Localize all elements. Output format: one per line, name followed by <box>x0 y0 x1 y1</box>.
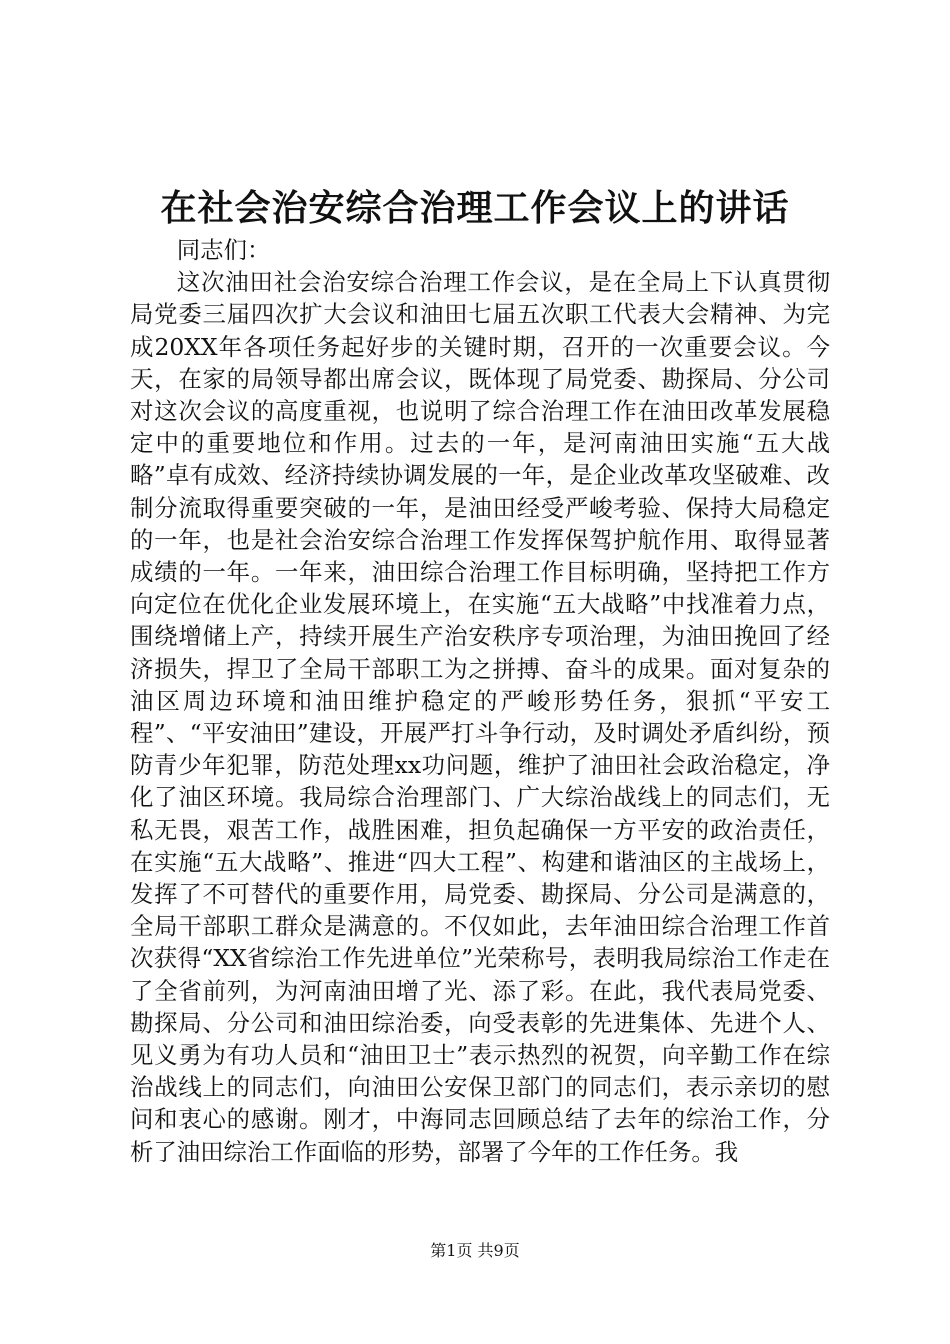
document-title: 在社会治安综合治理工作会议上的讲话 <box>160 187 790 229</box>
salutation: 同志们： <box>176 236 271 264</box>
paragraph: 这次油田社会治安综合治理工作会议，是在全局上下认真贯彻局党委三届四次扩大会议和油田七届五次职工代表大会精神、为完成20XX年各项任务起好步的关键时期，召开的一次重要会议。今天，在家的局领导都出席会议，既体现了局党委、勘探局、分公司对这次会议的高度重视，也说明了综合治理工作在油田改革发展稳定中的重要地位和作用。过去的一年，是河南油田实施“五大战略”卓有成效、经济持续协调发展的一年，是企业改革攻坚破难、改制分流取得重要突破的一年，是油田经受严峻考验、保持大局稳定的一年，也是社会治安综合治理工作发挥保驾护航作用、取得显著成绩的一年。一年来，油田综合治理工作目标明确，坚持把工作方向定位在优化企业发展环境上，在实施“五大战略”中找准着力点，围绕增储上产，持续开展生产治安秩序专项治理，为油田挽回了经济损失，捍卫了全局干部职工为之拼搏、奋斗的成果。面对复杂的油区周边环境和油田维护稳定的严峻形势任务，狠抓“平安工程”、“平安油田”建设，开展严打斗争行动，及时调处矛盾纠纷，预防青少年犯罪，防范处理xx功问题，维护了油田社会政治稳定，净化了油区环境。我局综合治理部门、广大综治战线上的同志们，无私无畏，艰苦工作，战胜困难，担负起确保一方平安的政治责任，在实施“五大战略”、推进“四大工程”、构建和谐油区的主战场上，发挥了不可替代的重要作用，局党委、勘探局、分公司是满意的，全局干部职工群众是满意的。不仅如此，去年油田综合治理工作首次获得“XX省综治工作先进单位”光荣称号，表明我局综治工作走在了全省前列，为河南油田增了光、添了彩。在此，我代表局党委、勘探局、分公司和油田综治委，向受表彰的先进集体、先进个人、见义勇为有功人员和“油田卫士”表示热烈的祝贺，向辛勤工作在综治战线上的同志们，向油田公安保卫部门的同志们，表示亲切的慰问和衷心的感谢。刚才，中海同志回顾总结了去年的综治工作，分析了油田综治工作面临的形势，部署了今年的工作任务。我 <box>130 268 830 1166</box>
page-footer: 第1页 共9页 <box>430 1241 520 1260</box>
document-body <box>130 234 830 1168</box>
